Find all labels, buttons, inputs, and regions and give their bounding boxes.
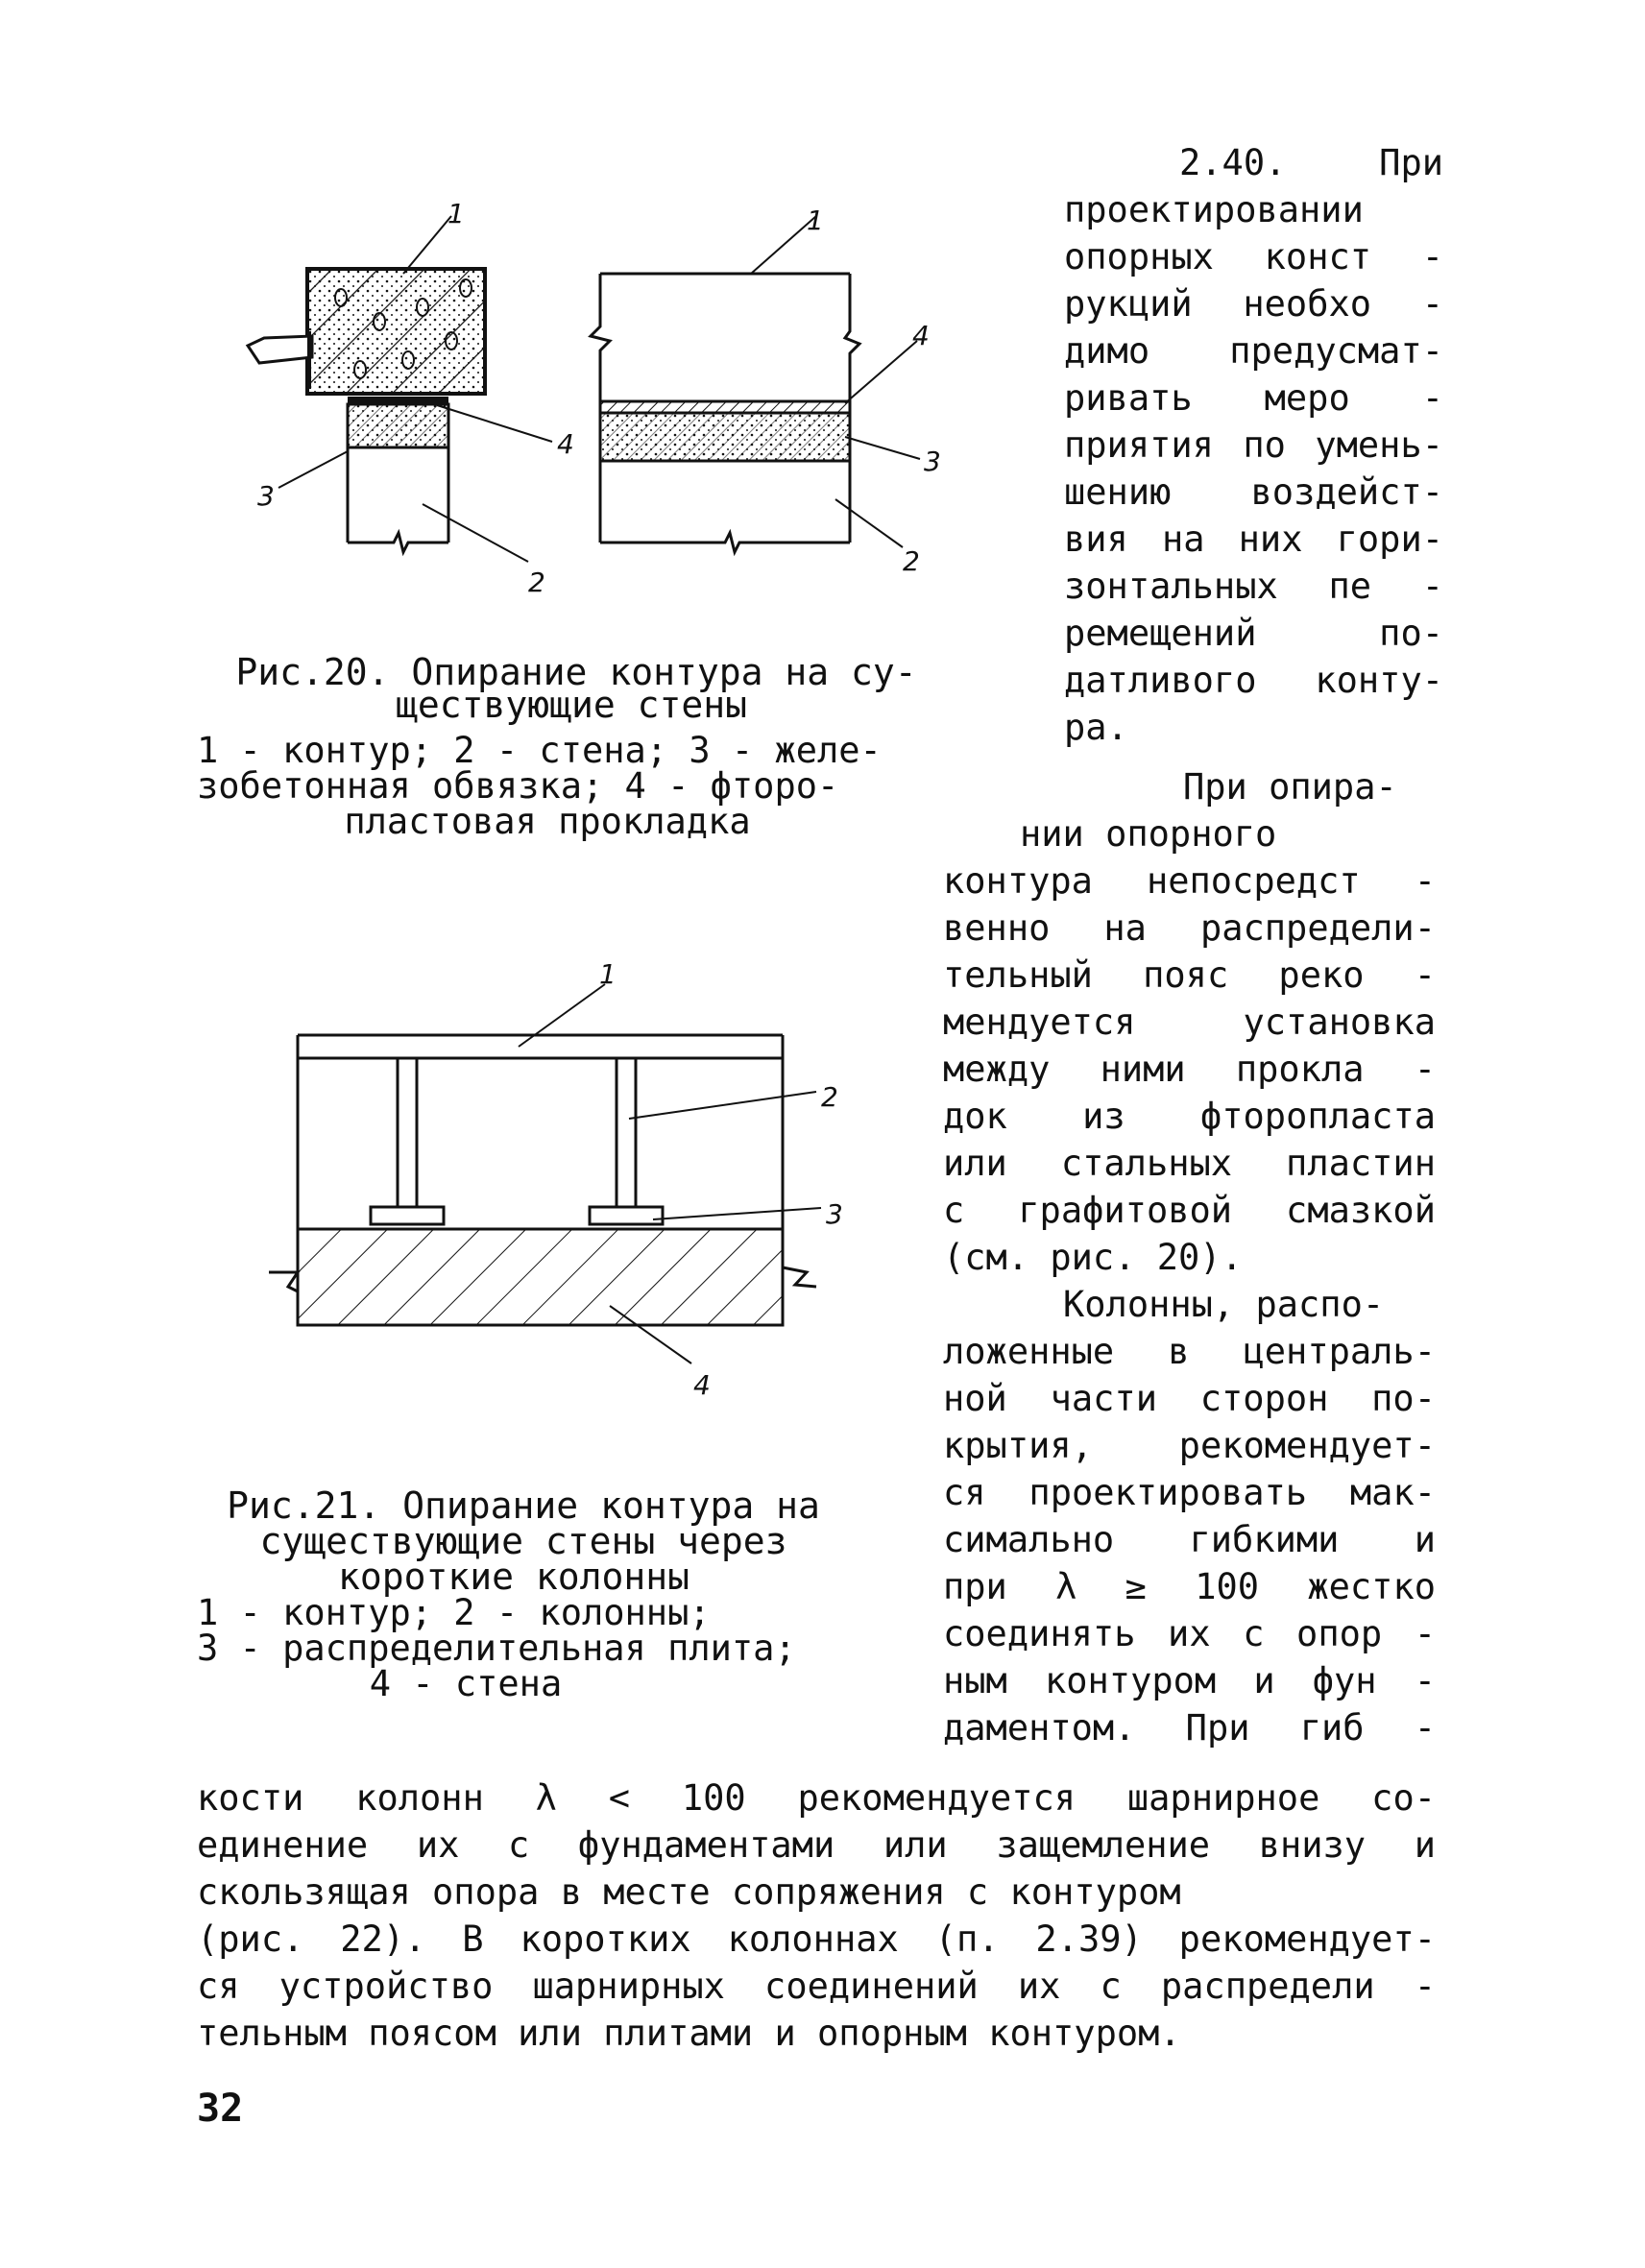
fig21-callout-4: 4 xyxy=(693,1369,711,1401)
para2-line: ной части сторон по- xyxy=(943,1378,1436,1419)
fig21-legend-line3: 4 - стена xyxy=(369,1663,563,1704)
column-right xyxy=(590,1058,663,1224)
fig21-legend-line1: 1 - контур; 2 - колонны; xyxy=(197,1592,711,1633)
para2-line: (см. рис. 20). xyxy=(943,1237,1243,1278)
para1-line: проектировании xyxy=(1064,189,1364,230)
bottom-line: ся устройство шарнирных соединений их с распредели - xyxy=(197,1966,1436,2007)
wall-left xyxy=(348,447,448,552)
para2-line: симально гибкими и xyxy=(943,1519,1436,1560)
fig21-drawing xyxy=(269,951,845,1402)
fig20-legend-line1: 1 - контур; 2 - стена; 3 - желе- xyxy=(197,730,882,771)
fig20-callout-4a: 4 xyxy=(557,428,574,460)
page-number: 32 xyxy=(197,2087,244,2131)
bottom-line: скользящая опора в месте сопряжения с контуром xyxy=(197,1871,1181,1913)
para2-line: даментом. При гиб - xyxy=(943,1707,1436,1749)
bottom-line: (рис. 22). В коротких колоннах (п. 2.39) рекомендует- xyxy=(197,1918,1436,1960)
para2-line: мендуется установка xyxy=(943,1001,1436,1043)
para1-line: димо предусмат- xyxy=(1064,330,1443,372)
bottom-line: кости колонн λ < 100 рекомендуется шарнирное со- xyxy=(197,1777,1436,1819)
para2-line: При опира- xyxy=(1183,766,1397,808)
fig21-callout-2: 2 xyxy=(821,1081,838,1113)
para2-line: или стальных пластин xyxy=(943,1143,1436,1184)
fig21-callout-1: 1 xyxy=(599,958,617,990)
para1-line: шению воздейст- xyxy=(1064,471,1443,513)
para2-line: ным контуром и фун - xyxy=(943,1660,1436,1701)
para2-line: между ними прокла - xyxy=(943,1049,1436,1090)
para1-line: ривать меро - xyxy=(1064,377,1443,419)
fig20-callout-4b: 4 xyxy=(912,320,930,351)
para2-line: при λ ≥ 100 жестко xyxy=(943,1566,1436,1607)
bottom-paragraph xyxy=(197,1774,1436,2057)
fig20-callout-2b: 2 xyxy=(903,545,920,577)
para1-line: ремещений по- xyxy=(1064,613,1443,654)
para2-line: венно на распредели- xyxy=(943,907,1436,949)
para1-line: приятия по умень- xyxy=(1064,424,1443,466)
fig20-title-line2: ществующие стены xyxy=(395,684,748,726)
fig20-legend-line2: зобетонная обвязка; 4 - фторо- xyxy=(197,765,839,807)
contour-block xyxy=(307,269,485,394)
fig20-title-line1: Рис.20. Опирание контура на су- xyxy=(235,651,917,693)
fig20-callout-1b: 1 xyxy=(807,205,824,236)
para2-line: крытия, рекомендует- xyxy=(943,1425,1436,1466)
fig21-callout-3: 3 xyxy=(826,1198,843,1230)
para2-line: док из фторопласта xyxy=(943,1096,1436,1137)
para2-line: Колонны, распо- xyxy=(1063,1284,1385,1325)
fig21-title-line2: существующие стены через xyxy=(259,1520,787,1562)
fig21-caption xyxy=(197,1484,850,1704)
fig21-legend-line2: 3 - распределительная плита; xyxy=(197,1628,796,1669)
right-column-para1 xyxy=(1064,139,1443,751)
para1-line: 2.40. При xyxy=(1179,142,1443,183)
bottom-line: тельным поясом или плитами и опорным контуром. xyxy=(197,2013,1181,2054)
bottom-line: единение их с фундаментами или защемление внизу и xyxy=(197,1824,1436,1866)
para1-line: ра. xyxy=(1064,707,1128,748)
para2-line: нии опорного xyxy=(1020,813,1277,855)
fig20-left-drawing xyxy=(230,197,634,600)
fig20-callout-3a: 3 xyxy=(257,480,275,512)
fig20-callout-3b: 3 xyxy=(924,446,941,477)
bracket xyxy=(248,331,312,389)
para2-line: тельный пояс реко - xyxy=(943,954,1436,996)
fig20-legend-line3: пластовая прокладка xyxy=(344,801,751,842)
pad-section xyxy=(600,401,850,413)
fig21-title-line1: Рис.21. Опирание контура на xyxy=(227,1484,820,1527)
plate-left xyxy=(371,1207,444,1224)
para2-line: ложенные в централь- xyxy=(943,1331,1436,1372)
para2-line: контура непосредст - xyxy=(943,860,1436,902)
para1-line: датливого конту- xyxy=(1064,660,1443,701)
para1-line: опорных конст - xyxy=(1064,236,1443,277)
fig20-right-drawing xyxy=(586,202,951,586)
para1-line: вия на них гори- xyxy=(1064,519,1443,560)
para1-line: зонтальных пе - xyxy=(1064,566,1443,607)
plate-right xyxy=(590,1207,663,1224)
fig21-title-line3: короткие колонны xyxy=(337,1556,690,1598)
para1-line: рукций необхо - xyxy=(1064,283,1443,325)
para2-line: ся проектировать мак- xyxy=(943,1472,1436,1513)
column-left xyxy=(371,1058,444,1224)
para2-line: соединять их с опор - xyxy=(943,1613,1436,1654)
wall-hatched xyxy=(298,1229,783,1325)
fig20-caption xyxy=(197,651,956,842)
fig20-callout-1a: 1 xyxy=(448,198,465,229)
para2-line: с графитовой смазкой xyxy=(943,1190,1436,1231)
fig20-callout-2a: 2 xyxy=(528,567,545,598)
right-column-para2 xyxy=(943,763,1436,1751)
